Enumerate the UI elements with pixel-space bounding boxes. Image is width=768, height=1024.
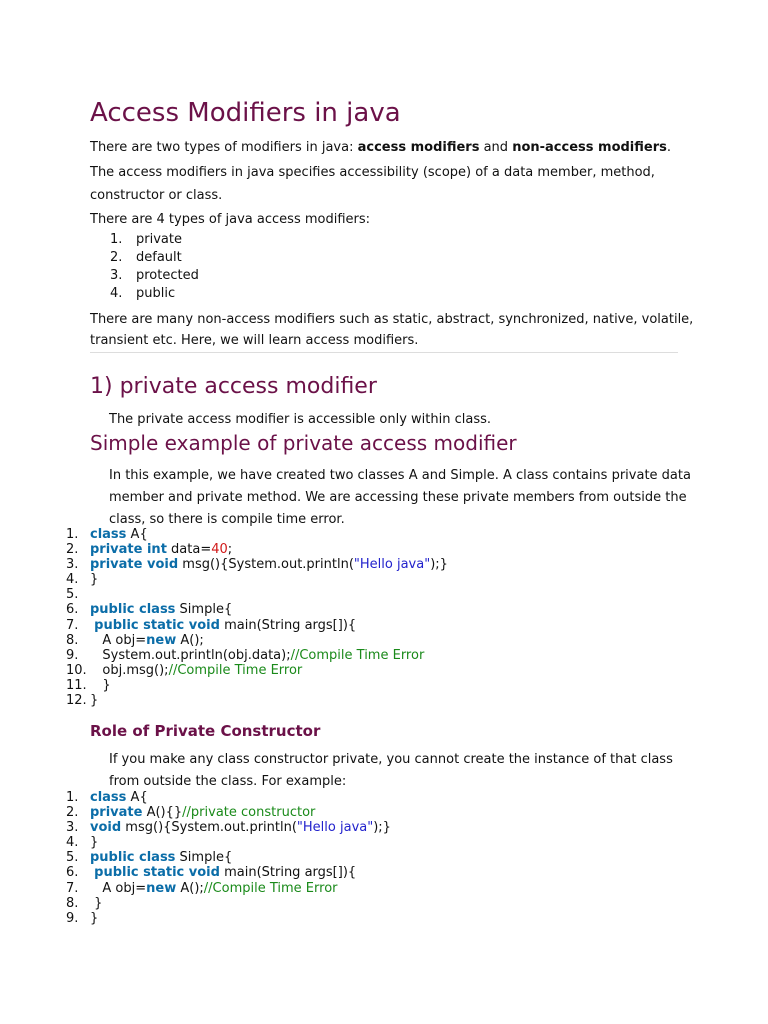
list-item: 2. default: [110, 250, 182, 265]
intro-paragraph-3: There are 4 types of java access modifiers:: [90, 212, 371, 227]
code-keyword: public static void: [94, 617, 220, 633]
code-line-number: 3.: [66, 820, 79, 836]
code-line-number: 2.: [66, 805, 79, 821]
code-line-number: 11.: [66, 677, 87, 693]
code-line: [66, 633, 448, 648]
code-text: }: [90, 835, 99, 851]
intro-text-post: .: [666, 140, 672, 155]
code-line: [66, 865, 391, 880]
code-text: Simple{: [175, 602, 233, 618]
code-line: [66, 602, 448, 617]
code-string: "Hello java": [296, 820, 374, 836]
code-line: [66, 678, 448, 693]
code-line-number: 1.: [66, 527, 79, 542]
code-line-number: 10.: [66, 662, 87, 678]
intro-paragraph-2-line-1: The access modifiers in java specifies accessibility (scope) of a data member, method,: [90, 165, 655, 180]
code-line-number: 5.: [66, 587, 79, 603]
list-item: 1. private: [110, 232, 182, 247]
code-text: msg(){System.out.println(: [178, 557, 354, 573]
code-line: [66, 572, 448, 587]
code-text: }: [90, 693, 99, 709]
code-line-number: 6.: [66, 865, 79, 881]
section-2-desc-line-3: class, so there is compile time error.: [109, 512, 345, 527]
intro-paragraph-4-line-2: transient etc. Here, we will learn access modifiers.: [90, 333, 419, 348]
code-keyword: new: [146, 880, 177, 896]
code-text: A();: [176, 880, 204, 896]
code-line-number: 7.: [66, 880, 79, 896]
section-1-heading: 1) private access modifier: [90, 374, 377, 399]
code-text: A obj=: [90, 632, 147, 648]
page-title: Access Modifiers in java: [90, 98, 401, 128]
section-2-desc-line-2: member and private method. We are accessing these private members from outside the: [109, 490, 687, 505]
code-line-number: 5.: [66, 850, 79, 866]
intro-paragraph-2-line-2: constructor or class.: [90, 188, 223, 203]
code-line-number: 2.: [66, 542, 79, 558]
code-text: }: [90, 677, 111, 693]
code-text: System.out.println(obj.data);: [90, 647, 291, 663]
code-line: [66, 587, 448, 602]
code-comment: //Compile Time Error: [290, 647, 425, 663]
list-item-label: private: [136, 232, 182, 247]
code-text: A{: [126, 527, 148, 542]
code-text: }: [90, 910, 99, 926]
code-text: A obj=: [90, 880, 147, 896]
code-line: [66, 896, 391, 911]
code-line: [66, 557, 448, 572]
list-item-label: public: [136, 286, 176, 301]
code-comment: //Compile Time Error: [168, 662, 303, 678]
section-1-description: The private access modifier is accessible only within class.: [109, 412, 492, 427]
code-keyword: public static void: [94, 865, 220, 881]
code-text: main(String args[]){: [219, 617, 357, 633]
intro-paragraph-1: [90, 137, 671, 159]
code-keyword: class: [90, 527, 127, 542]
code-line: [66, 835, 391, 850]
code-line: [66, 663, 448, 678]
code-text: );}: [430, 557, 448, 573]
list-item-label: default: [136, 250, 182, 265]
list-item: 3. protected: [110, 268, 199, 283]
code-text: );}: [373, 820, 391, 836]
code-text: main(String args[]){: [219, 865, 357, 881]
code-keyword: void: [90, 820, 122, 836]
code-string: "Hello java": [353, 557, 431, 573]
non-access-modifiers-bold: non-access modifiers: [512, 140, 667, 155]
code-line-number: 8.: [66, 895, 79, 911]
code-line-number: 12.: [66, 693, 87, 709]
code-line-number: 3.: [66, 557, 79, 573]
code-line: [66, 881, 391, 896]
section-3-heading: Role of Private Constructor: [90, 722, 321, 740]
code-listing-private-members: [66, 527, 448, 708]
code-listing-private-constructor: [66, 790, 391, 926]
code-number: 40: [211, 542, 228, 558]
code-line: [66, 648, 448, 663]
intro-paragraph-4-line-1: There are many non-access modifiers such as static, abstract, synchronized, native, volatile,: [90, 312, 694, 327]
code-text: A();: [176, 632, 204, 648]
code-line: [66, 618, 448, 633]
code-keyword: public class: [90, 602, 176, 618]
code-text: obj.msg();: [90, 662, 169, 678]
code-line-number: 9.: [66, 647, 79, 663]
code-keyword: private: [90, 805, 143, 821]
code-text: A(){}: [142, 805, 183, 821]
section-2-desc-line-1: In this example, we have created two classes A and Simple. A class contains private data: [109, 468, 691, 483]
code-line-number: 4.: [66, 572, 79, 588]
intro-text-pre: There are two types of modifiers in java:: [90, 140, 358, 155]
section-divider: [90, 352, 678, 353]
code-text: msg(){System.out.println(: [121, 820, 297, 836]
code-line: [66, 805, 391, 820]
code-line: [66, 911, 391, 926]
code-keyword: public class: [90, 850, 176, 866]
code-line-number: 7.: [66, 617, 79, 633]
code-keyword: private int: [90, 542, 167, 558]
code-line-number: 6.: [66, 602, 79, 618]
code-line-number: 1.: [66, 790, 79, 805]
code-comment: //private constructor: [182, 805, 316, 821]
modifier-list: [110, 231, 199, 303]
code-line: [66, 542, 448, 557]
code-line: [66, 820, 391, 835]
section-3-desc-line-2: from outside the class. For example:: [109, 774, 347, 789]
code-keyword: class: [90, 790, 127, 805]
intro-text-mid: and: [479, 140, 513, 155]
code-line: [66, 527, 448, 542]
code-line-number: 4.: [66, 835, 79, 851]
code-line: [66, 693, 448, 708]
code-line: [66, 790, 391, 805]
access-modifiers-bold: access modifiers: [357, 140, 480, 155]
code-text: A{: [126, 790, 148, 805]
code-comment: //Compile Time Error: [203, 880, 338, 896]
list-item-label: protected: [136, 268, 199, 283]
code-keyword: new: [146, 632, 177, 648]
code-text: Simple{: [175, 850, 233, 866]
code-line-number: 8.: [66, 632, 79, 648]
code-text: }: [90, 572, 99, 588]
code-text: ;: [227, 542, 233, 558]
code-line-number: 9.: [66, 910, 79, 926]
section-3-desc-line-1: If you make any class constructor private, you cannot create the instance of that class: [109, 752, 673, 767]
code-text: }: [90, 895, 103, 911]
section-2-heading: Simple example of private access modifier: [90, 431, 517, 455]
code-line: [66, 850, 391, 865]
list-item: 4. public: [110, 286, 176, 301]
code-text: data=: [166, 542, 212, 558]
code-keyword: private void: [90, 557, 179, 573]
